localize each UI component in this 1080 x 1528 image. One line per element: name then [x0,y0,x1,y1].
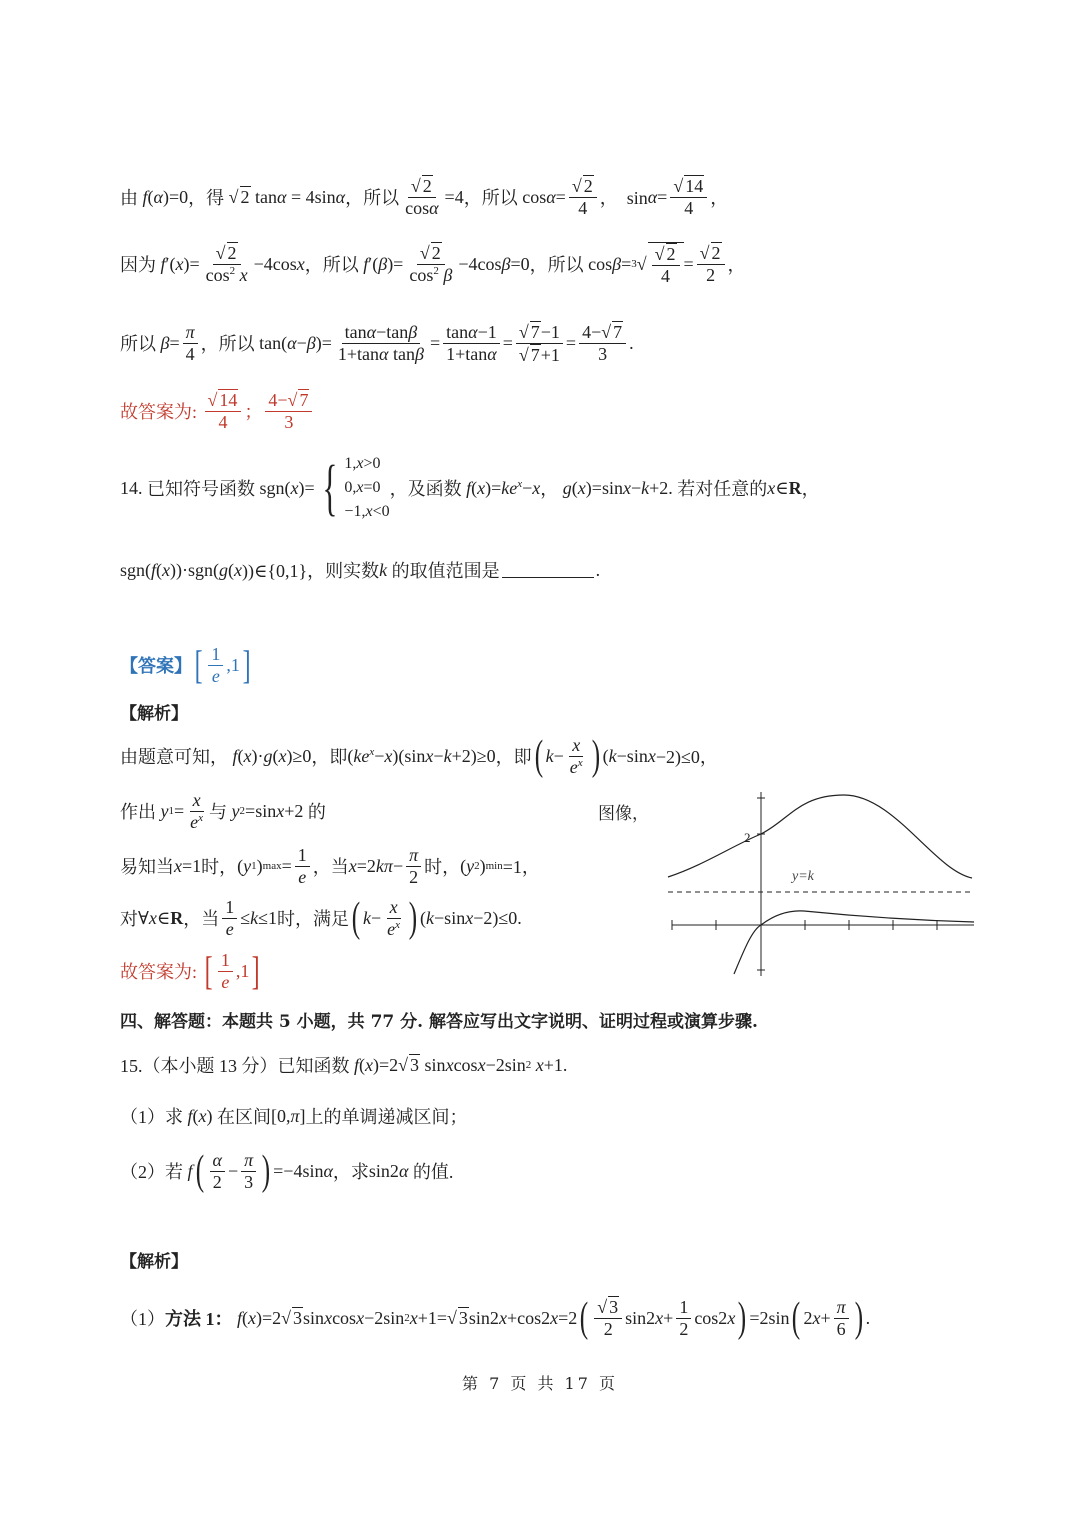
solution-line-1: 由 f ( α )=0 ，得 √ 2 tan α = 4sin α ，所以 $\frac{√ 2}{\cos\alpha}$ =4 ，所以 cos α = $\frac{√ 2}{4}$ ， sin α = $\frac{√ 14}{4}$ ， [120,176,729,218]
analysis-line-1: 由题意可知， f ( x )· g ( x )≥0 ，即 ( $ke^x$ − x )(sin x − k +2)≥0 ，即 ( k − $\frac{x}{e^x}$ ) ( k −sin x −2)≤0， [120,733,718,779]
question-14: 14. 已知符号函数 sgn( x )= { 1,x>0 0,x=0 −1,x<0 ，及函数 f ( x )= $ke^x$ − x ， g ( x )=sin x − k +2. 若对任意的 x ∈ R ， [120,454,820,522]
question-15: 15.（本小题 13 分）已知函数 f ( x )=2√ 3 sin x cos x −2sin 2 x +1. [120,1054,568,1076]
answer-14-final: 故答案为: [ $\frac{1}{e}$ ,1 ] [120,948,261,993]
analysis-line-2-right: 图像， [598,803,649,824]
question-15-part-2: （2）若 f ( $\frac{\alpha}{2}$ − $\frac{\pi}{3}$ ) =−4sin α ，求 sin2 α 的值. [120,1148,454,1194]
y2-curve [668,795,972,878]
analysis-line-2: 作出 y 1 = $\frac{x}{e^x}$ 与 y 2 =sin x +2 的 [120,789,326,832]
analysis-line-4: 对 ∀ x ∈ R ，当 $\frac{1}{e}$ ≤ k ≤1 时，满足 ( k − $\frac{x}{e^x}$ ) ( k −sin x −2)≤0. [120,895,522,941]
answer-blank [502,563,594,578]
solution-line-2: 因为 f ′( x )= $\frac{√ 2}{\cos^2 x}$ −4cos x ，所以 f ′( β )= $\frac{√ 2}{\cos^2 \beta}$ −4cos β =0 ，所以 cos β = 3 √ $\frac{√ 2}{4}$ = $\frac{√ 2}{2}$ ， [120,243,746,286]
answer-13: 故答案为: $\frac{√ 14}{4}$ ； $\frac{4-√ 7}{3}$ [120,386,315,436]
answer-14: 【答案】 [ $\frac{1}{e}$ ,1 ] [120,642,251,687]
analysis-tag-2: 【解析】 [120,1251,188,1272]
question-14-cont: sgn( f ( x ))·sgn( g ( x ))∈{0,1}， 则实数 k 的取值范围是 . [120,559,601,581]
solution-15-line-1: （1） 方法 1： f ( x )=2√ 3 sin x cos x −2sin 2 x +1=√ 3 sin2 x +cos2 x =2 ( $\frac{√ 3}{2}$ sin2 x + $\frac{1}{2}$ cos2 x ) =2sin ( 2 x + $\frac{\pi}{6}$ ) . [120,1295,871,1341]
graph-label-2: 2 [744,830,751,845]
y1-curve [734,911,974,974]
question-15-part-1: （1）求 f ( x ) 在区间 [0, π ] 上的单调递减区间； [120,1105,468,1127]
section-4-heading: 四、解答题：本题共 5 小题，共 77 分. 解答应写出文字说明、证明过程或演算步骤. [120,1011,758,1032]
graph-label-yk: y=k [792,869,814,884]
page-footer: 第 7 页 共 17 页 [462,1374,618,1393]
analysis-tag: 【解析】 [120,703,188,724]
solution-line-3: 所以 β = $\frac{\pi}{4}$ ，所以 tan( α − β )= $\frac{\tan\alpha-\tan\beta}{\text{1+tanα tanβ}}$ = $\frac{\tan\alpha-1}{1+\tan\alpha}$ = $\frac{√ 7-1}{√ 7+1}$ = $\frac{4-√ 7}{3}$ . [120,321,634,365]
function-graph [664,790,976,980]
analysis-line-3: 易知当 x =1 时， ( y 1 ) max = $\frac{1}{e}$ ，当 x =2 kπ − $\frac{\pi}{2}$ 时， ( y 2 ) min =1， [120,844,540,887]
